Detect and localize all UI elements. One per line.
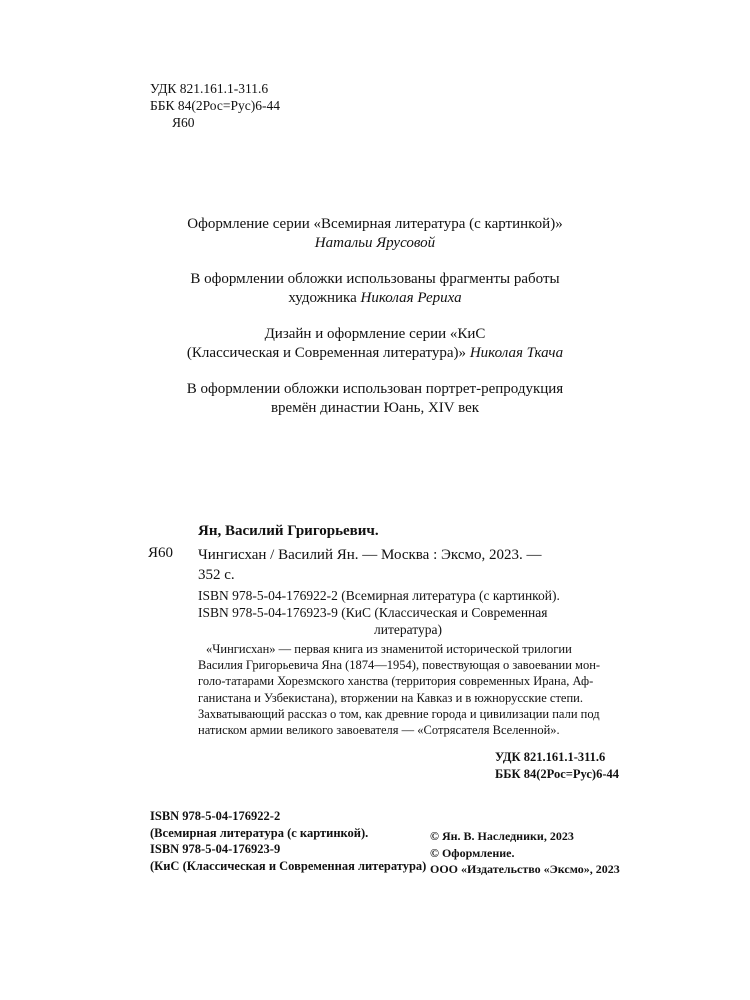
isbn-line-2-continued: литература): [374, 622, 442, 637]
copyright-line: © Ян. В. Наследники, 2023: [430, 829, 574, 843]
annotation-line: ганистана и Узбекистана), вторжении на Кавказ и в южнорусские степи.: [198, 690, 583, 705]
bibliographic-entry: [198, 545, 638, 585]
title-line: Чингисхан / Василий Ян. — Москва : Эксмо, 2023. —: [198, 547, 542, 563]
udk-code-right: УДК 821.161.1-311.6: [495, 750, 606, 764]
copyright-line: © Оформление.: [430, 845, 515, 860]
bottom-isbn-line: (КиС (Классическая и Современная литература): [150, 858, 427, 873]
annotation-line: «Чингисхан» — первая книга из знаменитой исторической трилогии: [206, 642, 572, 656]
cover-fragments-line1: В оформлении обложки использованы фрагменты работы: [190, 271, 560, 287]
bottom-isbn-line: (Всемирная литература (с картинкой).: [150, 825, 369, 840]
bbk-code-right: ББК 84(2Рос=Рус)6-44: [495, 767, 619, 781]
annotation: [198, 641, 638, 738]
page-count: 352 с.: [198, 567, 235, 583]
isbn-block: [198, 587, 638, 638]
portrait-line1: В оформлении обложки использован портрет-репродукция: [186, 381, 564, 397]
cover-artist-name: Николая Рериха: [360, 290, 462, 306]
series-design-credit-2: [0, 325, 750, 363]
annotation-line: Василия Григорьевича Яна (1874—1954), повествующая о завоевании мон-: [198, 658, 601, 673]
isbn-line-2: ISBN 978-5-04-176923-9 (КиС (Классическая и Современная: [198, 605, 548, 620]
author-code: Я60: [148, 545, 174, 561]
series-designer-1: Натальи Ярусовой: [314, 235, 436, 251]
series-design-credit-1: [0, 215, 750, 253]
bottom-isbn-line: ISBN 978-5-04-176922-2: [150, 809, 281, 823]
classification-right: [495, 749, 619, 783]
series-designer-2: Николая Ткача: [469, 345, 564, 361]
cover-fragments-prefix: художника: [288, 290, 361, 306]
series-design-text-1: Оформление серии «Всемирная литература (с картинкой)»: [187, 216, 563, 232]
annotation-line: голо-татарами Хорезмского ханства (территория современных Ирана, Аф-: [198, 674, 594, 689]
author-mark: Я60: [172, 115, 195, 130]
series-design-2-line1: Дизайн и оформление серии «КиС: [264, 326, 486, 342]
top-classification-codes: [150, 80, 280, 131]
bottom-isbn-line: ISBN 978-5-04-176923-9: [150, 842, 281, 856]
annotation-line: натиском армии великого завоевателя — «Сотрясателя Вселенной».: [198, 723, 560, 738]
portrait-line2: времён династии Юань, XIV век: [270, 400, 480, 416]
copyright-line: ООО «Издательство «Эксмо», 2023: [430, 862, 620, 876]
bottom-isbn-block: [150, 808, 426, 874]
bbk-code: ББК 84(2Рос=Рус)6-44: [150, 98, 280, 113]
cover-fragments-credit: [0, 270, 750, 308]
series-design-2-line2: (Классическая и Современная литература)»: [186, 345, 470, 361]
udk-code: УДК 821.161.1-311.6: [150, 81, 269, 96]
annotation-line: Захватывающий рассказ о том, как древние города и цивилизации пали под: [198, 706, 600, 721]
isbn-line-1: ISBN 978-5-04-176922-2 (Всемирная литература (с картинкой).: [198, 588, 560, 603]
author-heading: Ян, Василий Григорьевич.: [198, 523, 379, 539]
copyright-block: [430, 828, 620, 878]
design-credits: [0, 215, 750, 418]
portrait-credit: [0, 380, 750, 418]
